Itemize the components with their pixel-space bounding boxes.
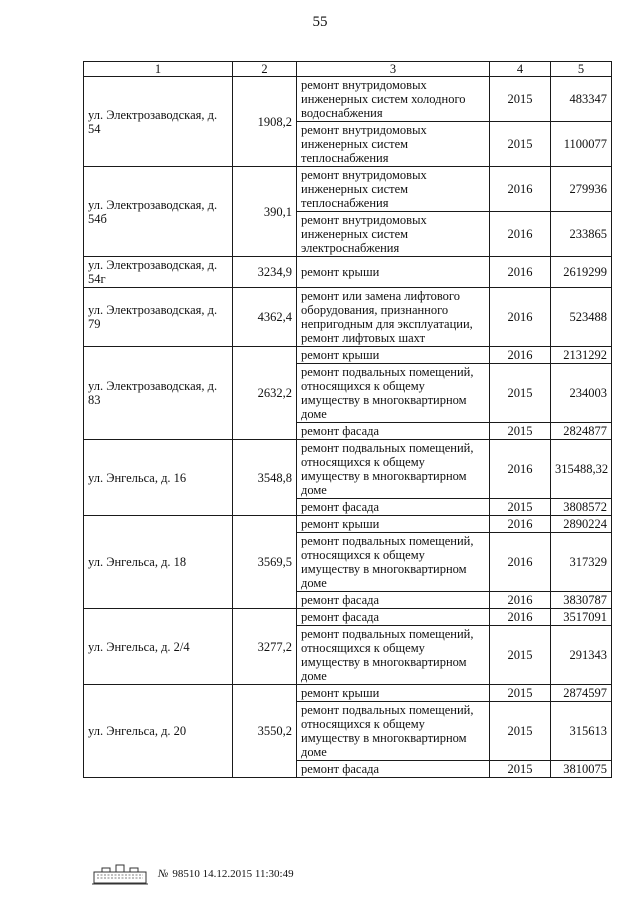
cost-cell: 317329 (551, 533, 612, 592)
table-row (84, 257, 612, 288)
work-cell: ремонт подвальных помещений, относящихся к общему имуществу в многоквартирном доме (297, 440, 490, 499)
year-cell: 2016 (490, 516, 551, 533)
work-cell: ремонт или замена лифтового оборудования, признанного непригодным для эксплуатации, ремонт лифтовых шахт (297, 288, 490, 347)
cost-cell: 233865 (551, 212, 612, 257)
address-cell: ул. Энгельса, д. 16 (84, 440, 233, 516)
year-cell: 2016 (490, 440, 551, 499)
address-cell: ул. Электрозаводская, д. 54б (84, 167, 233, 257)
registration-stamp: 98510 14.12.2015 11:30:49 (172, 868, 294, 880)
work-cell: ремонт подвальных помещений, относящихся к общему имуществу в многоквартирном доме (297, 364, 490, 423)
address-cell: ул. Электрозаводская, д. 83 (84, 347, 233, 440)
footer (88, 862, 294, 886)
year-cell: 2015 (490, 626, 551, 685)
cost-cell: 3810075 (551, 761, 612, 778)
area-cell: 3569,5 (233, 516, 297, 609)
header-row (84, 62, 612, 77)
cost-cell: 279936 (551, 167, 612, 212)
work-cell: ремонт внутридомовых инженерных систем электроснабжения (297, 212, 490, 257)
repair-table (83, 61, 612, 778)
cost-cell: 234003 (551, 364, 612, 423)
cost-cell: 315488,32 (551, 440, 612, 499)
page-number: 55 (312, 14, 328, 30)
work-cell: ремонт крыши (297, 516, 490, 533)
cost-cell: 2619299 (551, 257, 612, 288)
address-cell: ул. Электрозаводская, д. 54 (84, 77, 233, 167)
table-row (84, 440, 612, 499)
work-cell: ремонт фасада (297, 609, 490, 626)
cost-cell: 1100077 (551, 122, 612, 167)
year-cell: 2015 (490, 364, 551, 423)
work-cell: ремонт подвальных помещений, относящихся к общему имуществу в многоквартирном доме (297, 702, 490, 761)
year-cell: 2015 (490, 122, 551, 167)
work-cell: ремонт подвальных помещений, относящихся к общему имуществу в многоквартирном доме (297, 533, 490, 592)
year-cell: 2015 (490, 685, 551, 702)
registration-symbol: № (158, 868, 169, 880)
table-row (84, 77, 612, 122)
work-cell: ремонт внутридомовых инженерных систем холодного водоснабжения (297, 77, 490, 122)
work-cell: ремонт подвальных помещений, относящихся к общему имуществу в многоквартирном доме (297, 626, 490, 685)
work-cell: ремонт крыши (297, 347, 490, 364)
work-cell: ремонт крыши (297, 257, 490, 288)
building-logo-icon (88, 862, 152, 886)
year-cell: 2015 (490, 77, 551, 122)
column-header: 3 (297, 62, 490, 77)
area-cell: 3548,8 (233, 440, 297, 516)
work-cell: ремонт внутридомовых инженерных систем теплоснабжения (297, 167, 490, 212)
table-row (84, 288, 612, 347)
table-row (84, 167, 612, 212)
column-header: 5 (551, 62, 612, 77)
cost-cell: 291343 (551, 626, 612, 685)
work-cell: ремонт внутридомовых инженерных систем теплоснабжения (297, 122, 490, 167)
address-cell: ул. Энгельса, д. 18 (84, 516, 233, 609)
area-cell: 3277,2 (233, 609, 297, 685)
year-cell: 2015 (490, 423, 551, 440)
cost-cell: 3808572 (551, 499, 612, 516)
address-cell: ул. Энгельса, д. 2/4 (84, 609, 233, 685)
area-cell: 390,1 (233, 167, 297, 257)
work-cell: ремонт фасада (297, 423, 490, 440)
cost-cell: 2131292 (551, 347, 612, 364)
address-cell: ул. Электрозаводская, д. 54г (84, 257, 233, 288)
table-row (84, 685, 612, 702)
area-cell: 3234,9 (233, 257, 297, 288)
cost-cell: 3517091 (551, 609, 612, 626)
area-cell: 3550,2 (233, 685, 297, 778)
cost-cell: 315613 (551, 702, 612, 761)
year-cell: 2016 (490, 212, 551, 257)
table-row (84, 609, 612, 626)
column-header: 4 (490, 62, 551, 77)
year-cell: 2016 (490, 288, 551, 347)
cost-cell: 2890224 (551, 516, 612, 533)
year-cell: 2016 (490, 167, 551, 212)
area-cell: 4362,4 (233, 288, 297, 347)
year-cell: 2016 (490, 609, 551, 626)
cost-cell: 3830787 (551, 592, 612, 609)
table-row (84, 347, 612, 364)
cost-cell: 2824877 (551, 423, 612, 440)
work-cell: ремонт крыши (297, 685, 490, 702)
work-cell: ремонт фасада (297, 592, 490, 609)
year-cell: 2016 (490, 347, 551, 364)
work-cell: ремонт фасада (297, 761, 490, 778)
cost-cell: 483347 (551, 77, 612, 122)
column-header: 1 (84, 62, 233, 77)
year-cell: 2016 (490, 533, 551, 592)
cost-cell: 523488 (551, 288, 612, 347)
address-cell: ул. Энгельса, д. 20 (84, 685, 233, 778)
year-cell: 2015 (490, 499, 551, 516)
year-cell: 2015 (490, 702, 551, 761)
area-cell: 2632,2 (233, 347, 297, 440)
area-cell: 1908,2 (233, 77, 297, 167)
table-body (84, 77, 612, 778)
year-cell: 2016 (490, 257, 551, 288)
work-cell: ремонт фасада (297, 499, 490, 516)
address-cell: ул. Электрозаводская, д. 79 (84, 288, 233, 347)
table-row (84, 516, 612, 533)
year-cell: 2016 (490, 592, 551, 609)
cost-cell: 2874597 (551, 685, 612, 702)
year-cell: 2015 (490, 761, 551, 778)
column-header: 2 (233, 62, 297, 77)
